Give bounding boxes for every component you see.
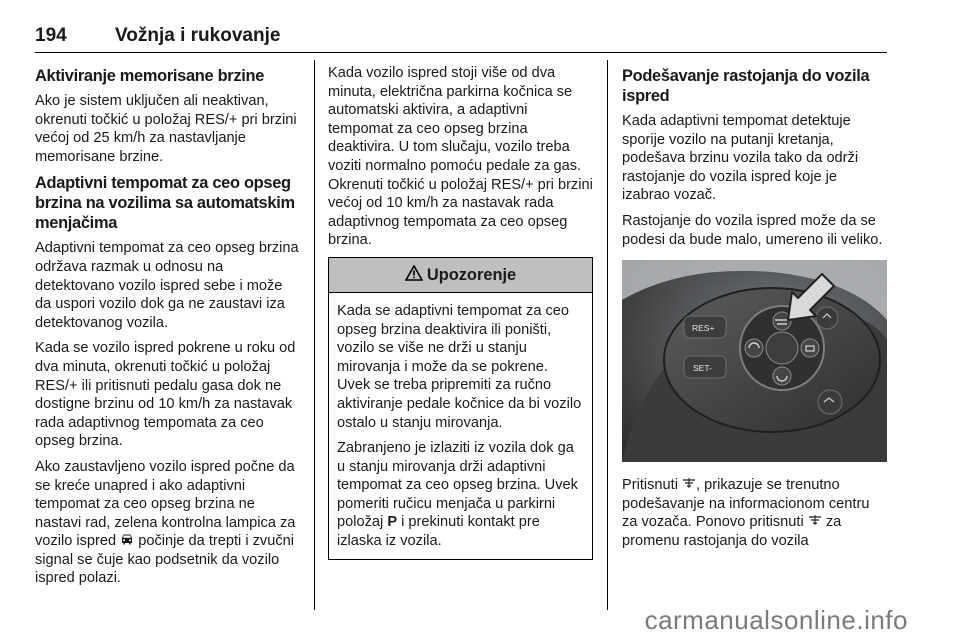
distance-setting-icon bbox=[808, 513, 822, 532]
paragraph: Ako je sistem uključen ali neaktivan, okrenuti točkić u položaj RES/+ pri brzini većoj od 25 km/h za nastavljanje memorisane brzine. bbox=[35, 93, 297, 165]
warning-paragraph: Kada se adaptivni tempomat za ceo opseg brzina deaktivira ili poništi, vozilo se više ne drži u stanju mirovanja i može da se pokrene. Uvek se treba pripremiti za ručno aktiviranje pedale kočnice da bi vozilo ostalo u stanju mirovanja. bbox=[337, 302, 582, 431]
watermark: carmanualsonline.info bbox=[644, 605, 908, 635]
paragraph: Kada vozilo ispred stoji više od dva minuta, električna parkirna kočnica se automatski aktivira, a adaptivni tempomat za ceo opseg brzina deaktivira. U tom slučaju, vozilo treba voziti normalno pomoću pedale za gas. Okrenuti točkić u položaj RES/+ pri brzini većoj od 10 km/h za nastavak rada adaptivnog tempomata za ceo opseg brzina. bbox=[328, 65, 593, 249]
text-span: Zabranjeno je izlaziti iz vozila dok ga u stanju mirovanja drži adaptivni tempomat za ceo opseg brzina. Uvek pomeriti ručicu menjača u parkirni položaj bbox=[337, 440, 578, 531]
steering-wheel-controls-photo bbox=[622, 260, 887, 462]
text-span: počinje da trepti i zvučni signal se čuje kao podsetnik da vozilo ispred polazi. bbox=[35, 533, 294, 587]
text-span: i prekinuti kontakt pre izlaska iz vozila. bbox=[337, 514, 540, 550]
warning-header bbox=[329, 258, 592, 293]
column-divider bbox=[314, 60, 315, 610]
paragraph: Kada se vozilo ispred pokrene u roku od dva minuta, okrenuti točkić u položaj RES/+ ili pritisnuti pedalu gasa dok ne dostigne brzinu od 10 km/h za nastavak rada adaptivnog tempomata za ceo opseg brzina. bbox=[35, 340, 296, 450]
distance-setting-icon bbox=[682, 476, 696, 495]
text-span: Ako zaustavljeno vozilo ispred počne da se kreće unapred i ako adaptivni tempomat za ceo opseg brzina ne nastavi rad, zelena kontrolna lampica za vozilo ispred bbox=[35, 458, 296, 550]
text-span: , prikazuje se trenutno podešavanje na informacionom centru za vozača. Ponovo pritisnuti bbox=[622, 477, 870, 531]
vehicle-ahead-icon bbox=[120, 532, 134, 551]
paragraph: Kada adaptivni tempomat detektuje sporije vozilo na putanji kretanja, podešava brzinu vozila tako da održi rastojanje do vozila ispred koje je izabrao vozač. bbox=[622, 113, 859, 204]
gear-position-p: P bbox=[387, 514, 398, 531]
section-heading: Adaptivni tempomat za ceo opseg brzina na vozilima sa automatskim menjačima bbox=[35, 174, 295, 233]
column-right bbox=[622, 64, 887, 558]
text-span: Pritisnuti bbox=[622, 477, 678, 494]
section-heading: Podešavanje rastojanja do vozila ispred bbox=[622, 67, 870, 105]
warning-triangle-icon bbox=[405, 265, 423, 286]
page-header bbox=[35, 24, 887, 53]
column-divider bbox=[607, 60, 608, 610]
text-span: za promenu rastojanja do vozila bbox=[622, 514, 842, 549]
paragraph: Rastojanje do vozila ispred može da se podesi da bude malo, umereno ili veliko. bbox=[622, 212, 883, 248]
paragraph bbox=[35, 458, 300, 588]
set-minus-label: SET- bbox=[693, 363, 712, 374]
column-left bbox=[35, 64, 300, 595]
chapter-title: Vožnja i rukovanje bbox=[115, 25, 281, 46]
section-heading: Aktiviranje memorisane brzine bbox=[35, 67, 265, 85]
page-number: 194 bbox=[35, 25, 67, 46]
warning-paragraph bbox=[337, 439, 584, 551]
warning-body bbox=[329, 293, 592, 559]
warning-title: Upozorenje bbox=[426, 265, 517, 284]
paragraph bbox=[622, 476, 887, 550]
paragraph: Adaptivni tempomat za ceo opseg brzina održava razmak u odnosu na detektovano vozilo ispred sebe i može da uspori vozilo dok ga ne zaustavi iza detektovanog vozila. bbox=[35, 240, 299, 331]
warning-box bbox=[328, 257, 593, 560]
res-plus-label: RES+ bbox=[692, 323, 715, 334]
column-middle bbox=[328, 64, 593, 560]
